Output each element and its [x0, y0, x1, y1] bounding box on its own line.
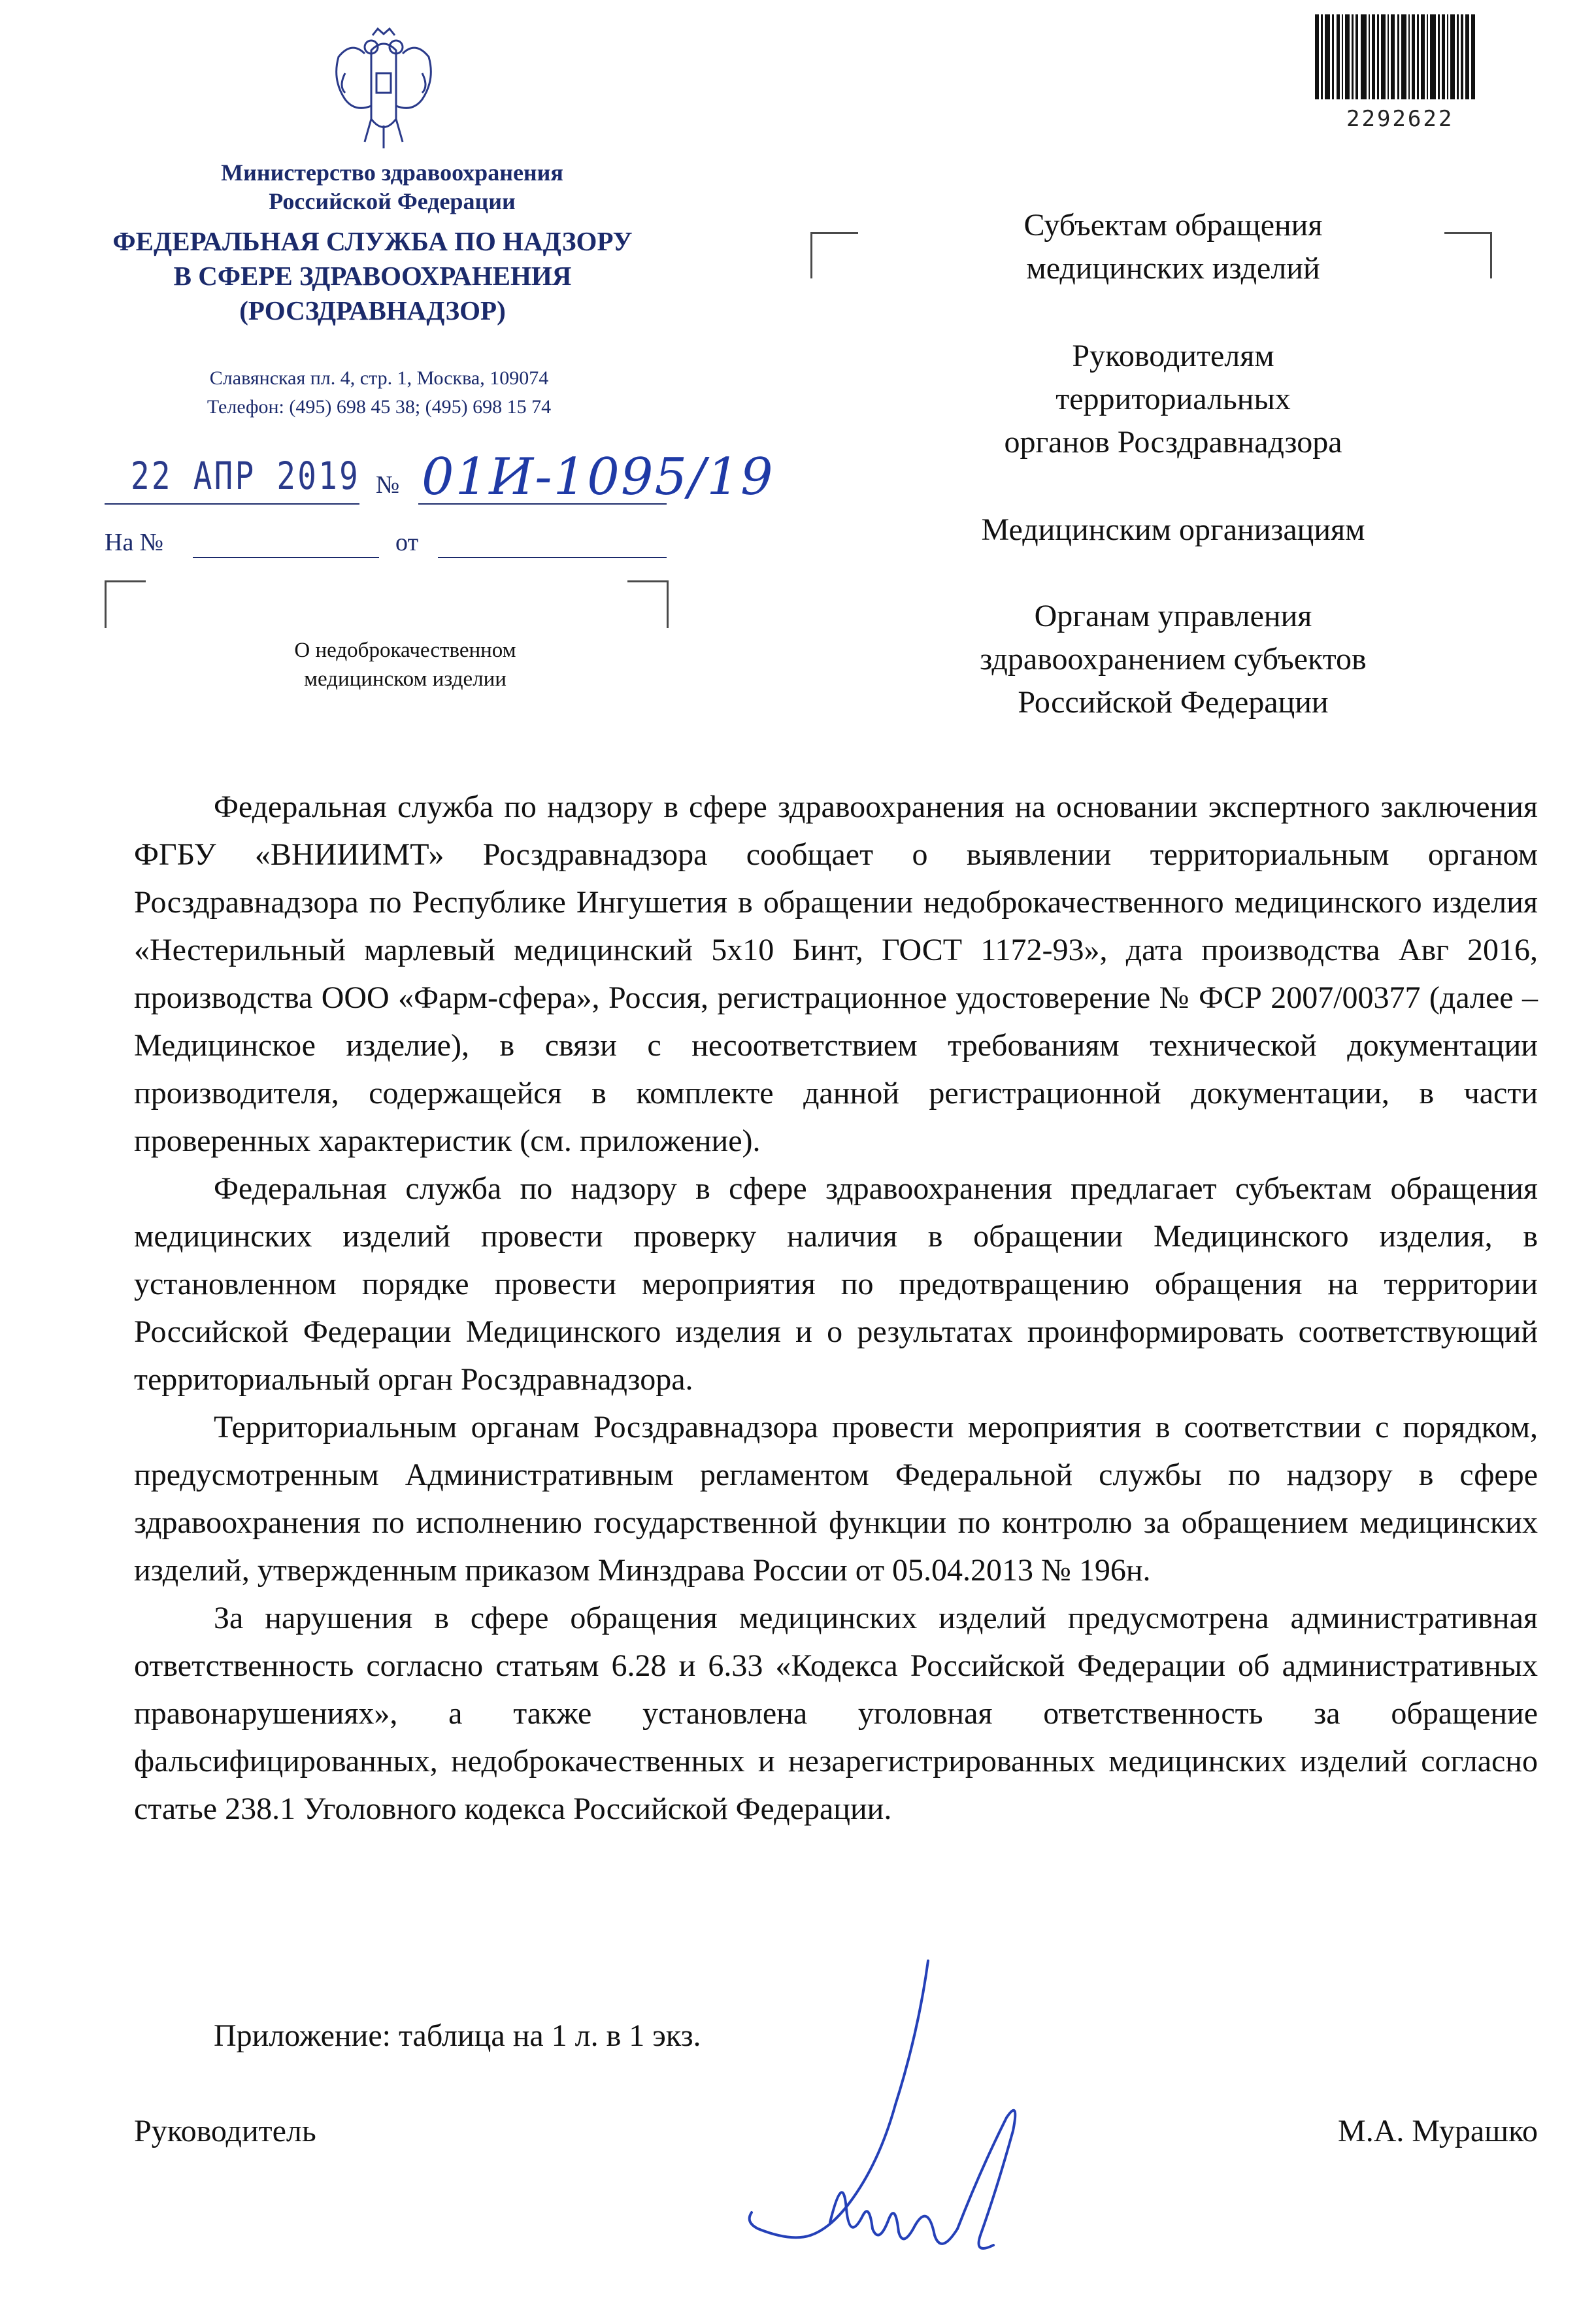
reference-number-label: На № [105, 529, 164, 556]
recipient-bracket-left [810, 232, 858, 278]
agency-phone: Телефон: (495) 698 45 38; (495) 698 15 74 [207, 396, 552, 418]
ministry-name-line2: Российской Федерации [269, 188, 516, 214]
recipient-1-line1: Субъектам обращения [1023, 208, 1323, 242]
recipient-2-line3: органов Росздравнадзора [1004, 425, 1342, 459]
recipient-2-line2: территориальных [1056, 382, 1291, 416]
body-paragraph-4: За нарушения в сфере обращения медицинских изделий предусмотрена административная ответственность согласно статьям 6.28 и 6.33 «Кодекса Российской Федерации об административных правонарушениях», а также установлена уголовная ответственность за обращение фальсифицированных, недоброкачественных и незарегистрированных медицинских изделий согласно статье 238.1 Уголовного кодекса Российской Федерации. [134, 1601, 1538, 1826]
subject-line1: О недоброкачественном [294, 639, 516, 662]
barcode-number: 2292622 [1346, 106, 1454, 132]
recipient-1-line2: медицинских изделий [1026, 251, 1320, 286]
date-underline [105, 503, 359, 505]
recipient-4-line2: здравоохранением субъектов [980, 642, 1367, 676]
barcode [1315, 14, 1475, 99]
body-paragraph-3: Территориальным органам Росздравнадзора провести мероприятия в соответствии с порядком, предусмотренным Административным регламентом Федеральной службы по надзору в сфере здравоохранения по исполнению государственной функции по контролю за обращением медицинских изделий, утвержденным приказом Минздрава России от 05.04.2013 № 196н. [134, 1410, 1538, 1588]
recipient-3-line1: Медицинским организациям [981, 512, 1365, 547]
signer-name: М.А. Мурашко [1338, 2114, 1538, 2148]
recipient-4-line3: Российской Федерации [1018, 685, 1329, 720]
body-paragraph-1: Федеральная служба по надзору в сфере здравоохранения на основании экспертного заключения ФГБУ «ВНИИИМТ» Росздравнадзора сообщает о выявлении территориальным органом Росздравнадзора по Республике Ингушетия в обращении недоброкачественного медицинского изделия «Нестерильный марлевый медицинский 5х10 Бинт, ГОСТ 1172-93», дата производства Авг 2016, производства ООО «Фарм-сфера», Россия, регистрационное удостоверение № ФСР 2007/00377 (далее – Медицинское изделие), в связи с несоответствием требованиям технической документации производителя, содержащейся в комплекте данной регистрационной документации, в части проверенных характеристик (см. приложение). [134, 790, 1538, 1158]
ministry-name-line1: Министерство здравоохранения [221, 159, 563, 186]
recipient-bracket-right [1444, 232, 1492, 278]
number-underline [418, 503, 667, 505]
subject-line2: медицинском изделии [304, 667, 507, 691]
reference-date-field [438, 557, 667, 558]
agency-name-line2: В СФЕРЕ ЗДРАВООХРАНЕНИЯ [173, 261, 572, 291]
subject-bracket-left [105, 580, 146, 628]
reference-date-label: от [395, 529, 419, 556]
subject-bracket-right [627, 580, 669, 628]
body-paragraph-2: Федеральная служба по надзору в сфере здравоохранения предлагает субъектам обращения медицинских изделий провести проверку наличия в обращении Медицинского изделия, в установленном порядке провести мероприятия по предотвращению обращения на территории Российской Федерации Медицинского изделия и о результатах проинформировать соответствующий территориальный орган Росздравнадзора. [134, 1171, 1538, 1397]
agency-address: Славянская пл. 4, стр. 1, Москва, 109074 [209, 367, 549, 389]
signer-title: Руководитель [134, 2114, 316, 2148]
agency-name-line1: ФЕДЕРАЛЬНАЯ СЛУЖБА ПО НАДЗОРУ [112, 226, 633, 256]
letter-body [134, 783, 1538, 1833]
attachment-note: Приложение: таблица на 1 л. в 1 экз. [214, 2018, 701, 2053]
recipient-4-line1: Органам управления [1034, 599, 1312, 633]
coat-of-arms-emblem [325, 27, 442, 152]
recipient-2-line1: Руководителям [1072, 339, 1274, 373]
outgoing-number: 01И-1095/19 [422, 448, 774, 507]
handwritten-signature [732, 1954, 1085, 2294]
date-stamp: 22 АПР 2019 [131, 454, 361, 498]
number-sign: № [376, 471, 400, 499]
reference-number-field [193, 557, 379, 558]
agency-name-line3: (РОСЗДРАВНАДЗОР) [239, 295, 506, 325]
